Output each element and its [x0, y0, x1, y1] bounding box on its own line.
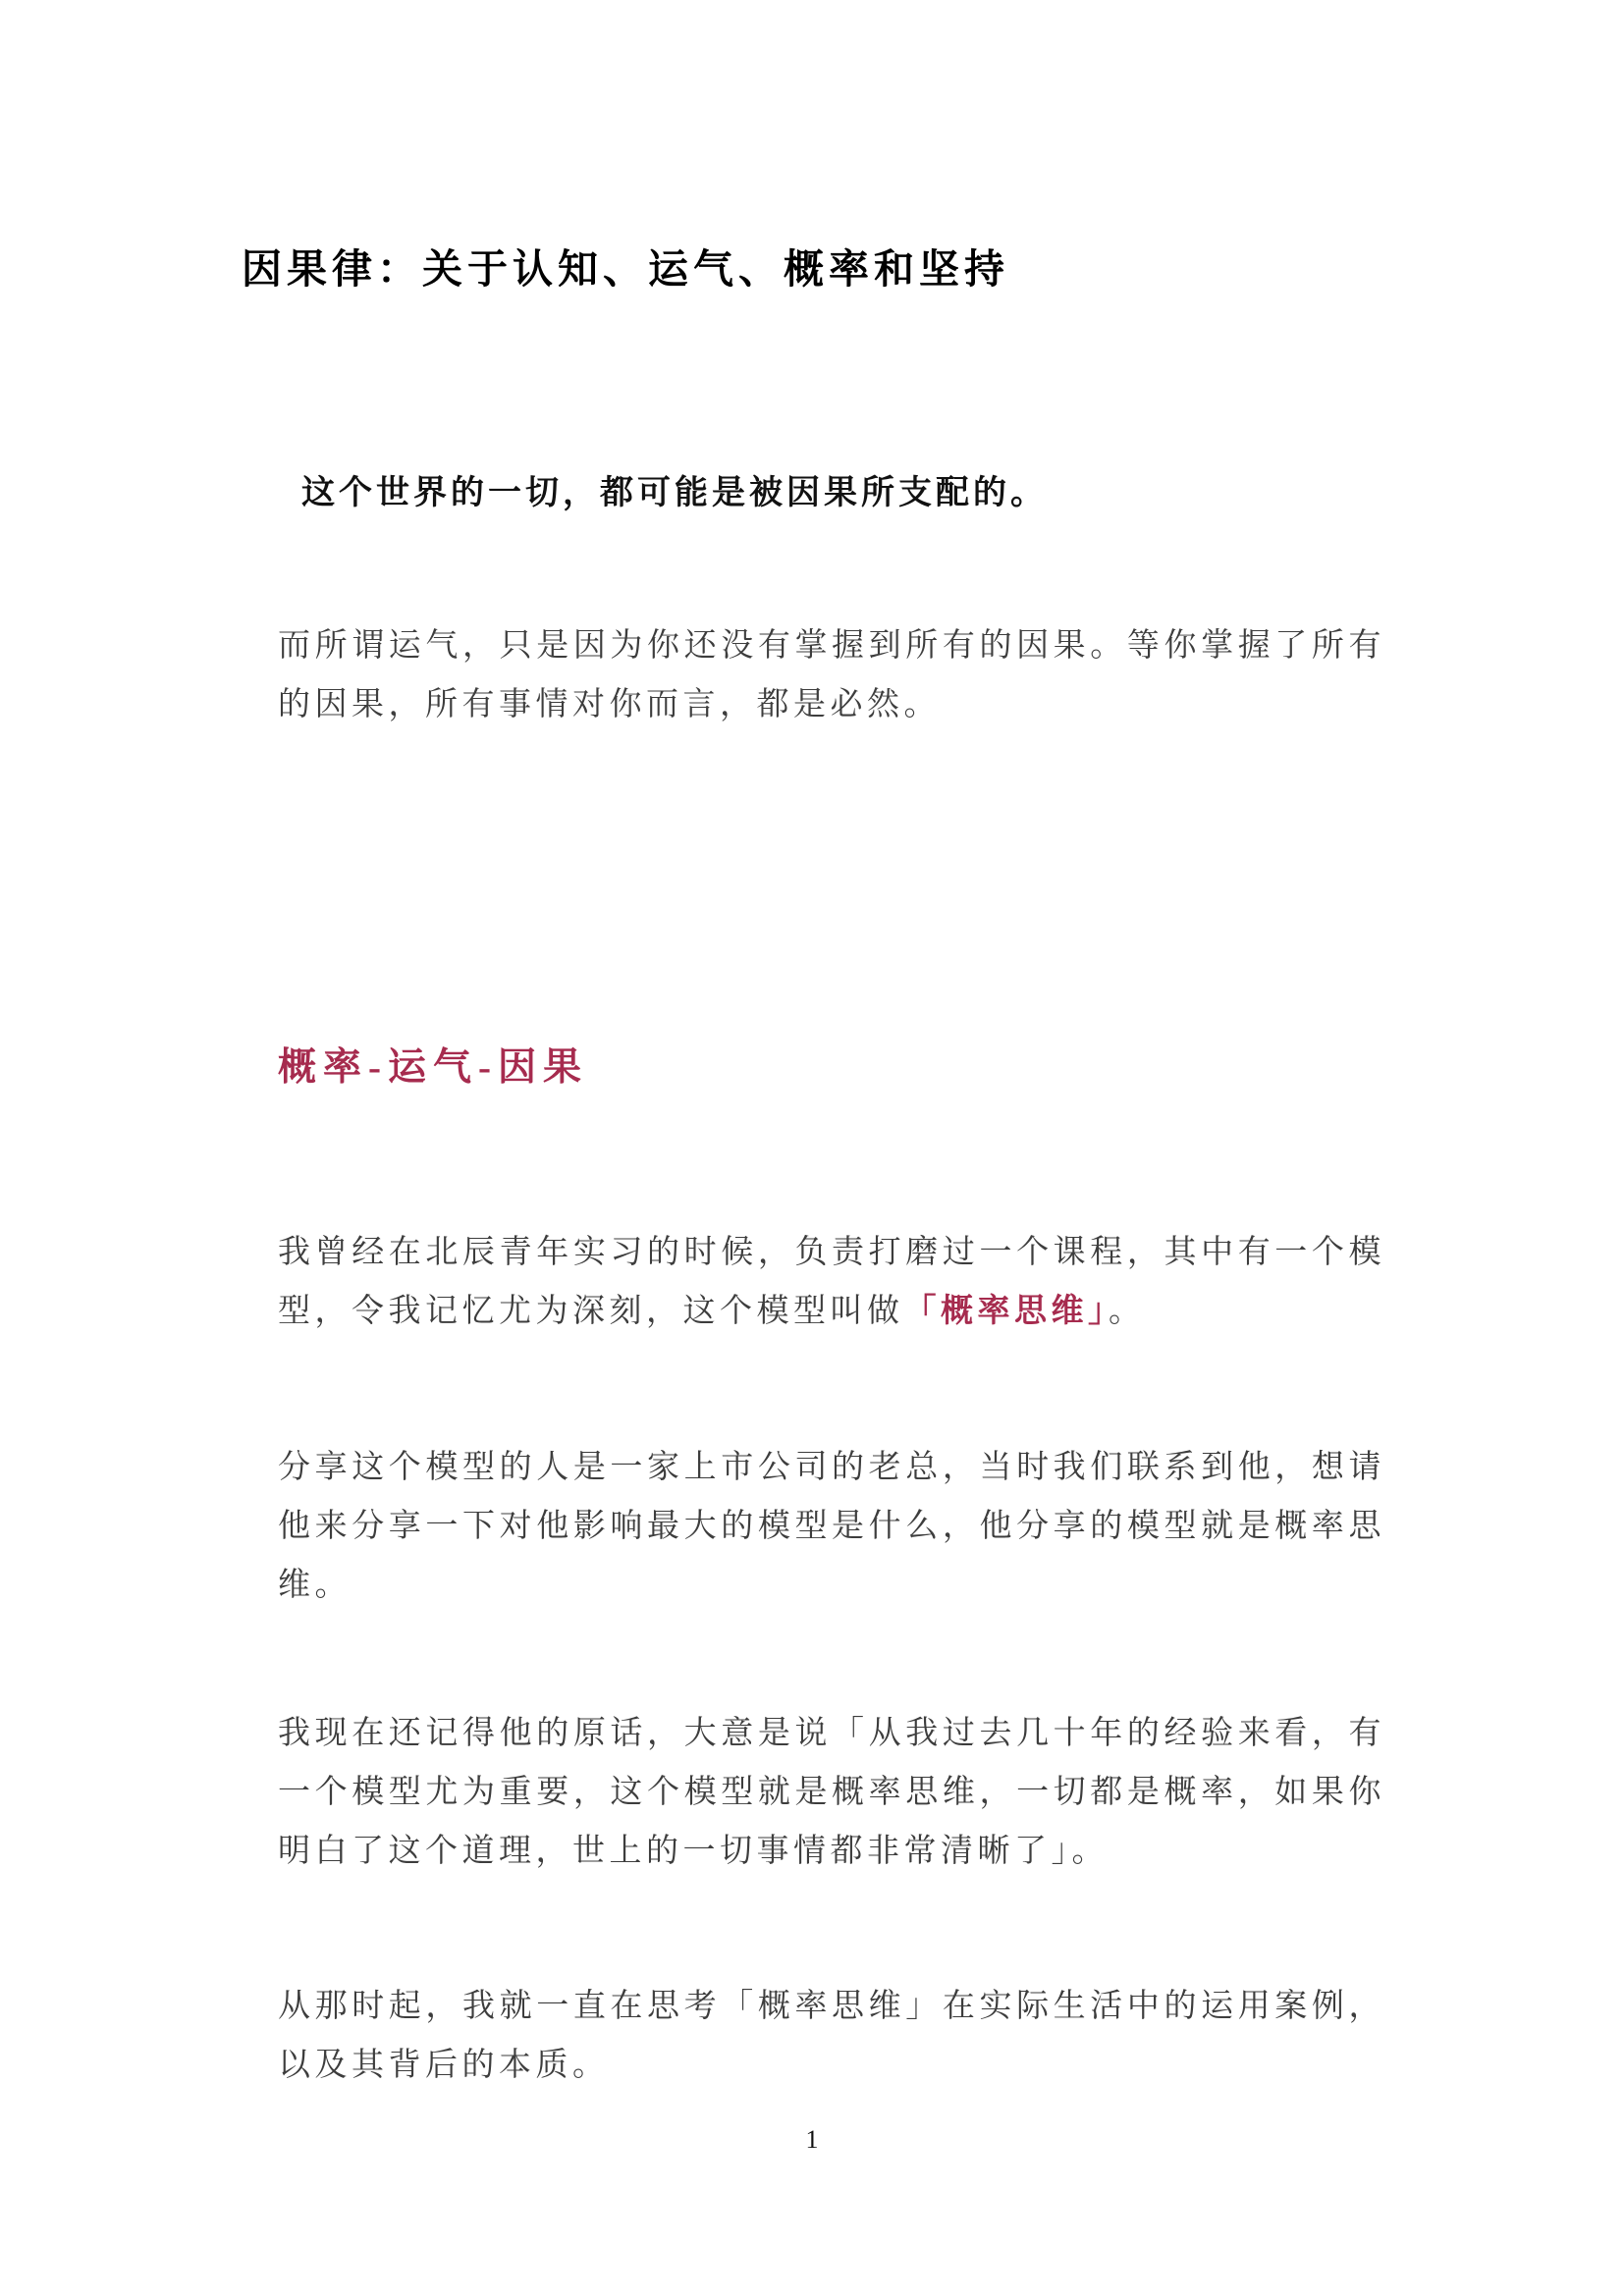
document-body	[242, 0, 1385, 2095]
paragraph-internship-model-text: 我曾经在北辰青年实习的时候，负责打磨过一个课程，其中有一个模型，令我记忆尤为深刻，这个模型叫做	[278, 1235, 1385, 1329]
paragraph-internship-model-period: 。	[1109, 1294, 1146, 1329]
paragraph-since-then: 从那时起，我就一直在思考「概率思维」在实际生活中的运用案例，以及其背后的本质。	[278, 1989, 1385, 2083]
page-number: 1	[805, 2125, 819, 2154]
highlight-probability-thinking: 「概率思维」	[903, 1294, 1109, 1329]
lead-quote: 这个世界的一切，都可能是被因果所支配的。	[301, 475, 1048, 511]
section-heading-probability-luck-causality: 概率-运气-因果	[278, 1046, 588, 1089]
paragraph-luck-causality: 而所谓运气，只是因为你还没有掌握到所有的因果。等你掌握了所有的因果，所有事情对你而言，都是必然。	[278, 628, 1385, 722]
paragraph-internship-model	[278, 1223, 1385, 1341]
paragraph-ceo-share: 分享这个模型的人是一家上市公司的老总，当时我们联系到他，想请他来分享一下对他影响最大的模型是什么，他分享的模型就是概率思维。	[278, 1450, 1385, 1603]
document-title: 因果律：关于认知、运气、概率和坚持	[242, 246, 1009, 292]
paragraph-ceo-quote: 我现在还记得他的原话，大意是说「从我过去几十年的经验来看，有一个模型尤为重要，这个模型就是概率思维，一切都是概率，如果你明白了这个道理，世上的一切事情都非常清晰了」。	[278, 1716, 1385, 1869]
